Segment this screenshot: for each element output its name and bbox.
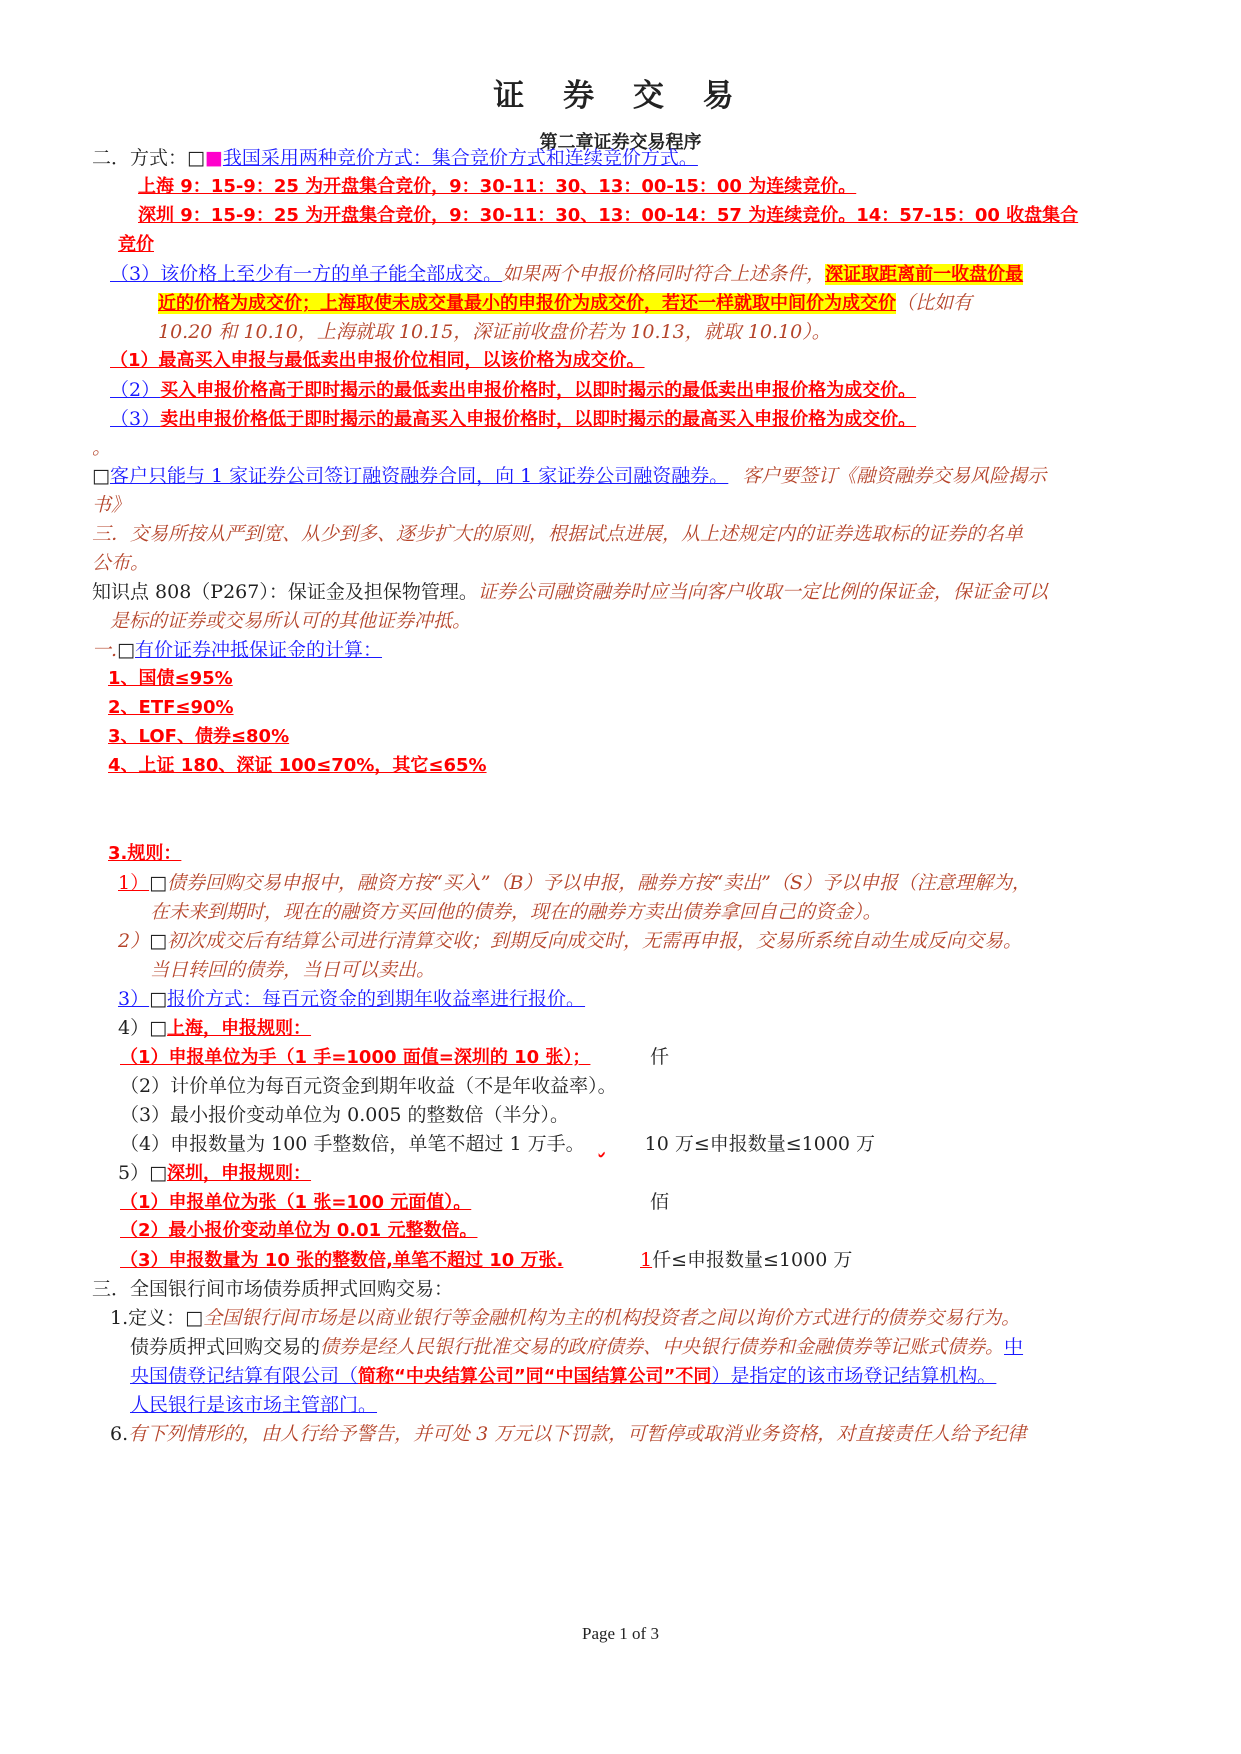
text: 报价方式：每百元资金的到期年收益率进行报价。 — [167, 988, 586, 1010]
line-period: 。 — [92, 437, 112, 459]
line-repo-rule-1 — [118, 869, 1031, 897]
line-rate-4: 4、上证 180、深证 100≤70%，其它≤65% — [108, 755, 487, 776]
text: 深圳，申报规则： — [167, 1163, 312, 1184]
text: 6. — [110, 1423, 129, 1445]
line-rate-1: 1、国债≤95% — [108, 668, 233, 689]
line-client-contract-cont: 书》 — [92, 494, 131, 516]
line-interbank-heading: 三．全国银行间市场债券质押式回购交易： — [92, 1278, 454, 1300]
line-definition-cont-1 — [130, 1333, 1023, 1361]
text: 2） — [118, 930, 150, 952]
text: 仟≤申报数量≤1000 万 — [652, 1249, 853, 1271]
text: （3）该价格上至少有一方的单子能全部成交。 — [110, 263, 503, 285]
line-shenzhen-rules — [118, 1159, 311, 1188]
checkbox-icon[interactable]: □ — [149, 930, 168, 952]
line-rate-3: 3、LOF、债券≤80% — [108, 726, 290, 747]
text: （3） — [110, 408, 161, 430]
text: 债券回购交易申报中，融资方按“买入”（B）予以申报，融券方按“卖出”（S）予以申报（注意理解为， — [167, 872, 1031, 894]
line-sh-rule-1 — [120, 1043, 669, 1072]
line-knowledge-point-cont: 是标的证券或交易所认可的其他证券冲抵。 — [110, 610, 472, 632]
chapter-subtitle: 第二章证券交易程序 — [539, 132, 702, 153]
line-shenzhen-hours-cont: 竞价 — [118, 234, 154, 255]
line-selection-principle: 三．交易所按从严到宽、从少到多、逐步扩大的原则，根据试点进展，从上述规定内的证券选取标的证券的名单 — [92, 523, 1024, 545]
text: 央国债登记结算有限公司（ — [130, 1365, 359, 1387]
line-example: 10.20 和 10.10，上海就取 10.15，深证前收盘价若为 10.13，就取 10.10）。 — [158, 321, 831, 343]
text: （1）申报单位为手（1 手=1000 面值=深圳的 10 张）； — [120, 1047, 591, 1068]
text: 上海，申报规则： — [167, 1018, 312, 1039]
text: 10 万≤申报数量≤1000 万 — [644, 1133, 876, 1155]
line-rate-2: 2、ETF≤90% — [108, 697, 234, 718]
text: 简称“中央结算公司”同“中国结算公司”不同 — [358, 1366, 712, 1387]
line-sz-rule-1 — [120, 1188, 669, 1217]
text: 如果两个申报价格同时符合上述条件， — [502, 263, 826, 285]
line-repo-rule-1-cont: 在未来到期时，现在的融资方买回他的债券，现在的融券方卖出债券拿回自己的资金）。 — [150, 901, 882, 923]
line-rules-heading: 3.规则： — [108, 843, 182, 864]
text: 我国采用两种竞价方式：集合竞价方式和连续竞价方式。 — [222, 147, 698, 169]
text: 债券是经人民银行批准交易的政府债券、中央银行债券和金融债券等记账式债券。 — [320, 1336, 1005, 1358]
line-shanghai-hours: 上海 9：15-9：25 为开盘集合竞价，9：30-11：30、13：00-15：00 为连续竞价。 — [138, 176, 857, 197]
text: 仟 — [650, 1046, 670, 1068]
line-repo-rule-2-cont: 当日转回的债券，当日可以卖出。 — [150, 959, 436, 981]
text: 证券公司融资融券时应当向客户收取一定比例的保证金，保证金可以 — [477, 581, 1048, 603]
text: 客户要签订《融资融券交易风险揭示 — [742, 465, 1047, 487]
checkbox-icon[interactable]: □ — [187, 147, 205, 169]
text: 客户只能与 1 家证券公司签订融资融券合同，向 1 家证券公司融资融券。 — [109, 465, 729, 487]
line-selection-principle-cont: 公布。 — [92, 552, 150, 574]
text: 3） — [118, 988, 150, 1010]
line-collateral-calc — [92, 636, 382, 664]
checkbox-icon[interactable]: □ — [117, 639, 135, 661]
text: （4）申报数量为 100 手整数倍，单笔不超过 1 万手。 — [120, 1133, 585, 1155]
line-repo-rule-3 — [118, 985, 585, 1013]
text: 二．方式： — [92, 147, 188, 169]
text: 有下列情形的，由人行给予警告，并可处 3 万元以下罚款，可暂停或取消业务资格，对直接责任人给予纪律 — [128, 1423, 1027, 1445]
text: ）是指定的该市场登记结算机构。 — [711, 1365, 997, 1387]
line-definition-cont-3: 人民银行是该市场主管部门。 — [130, 1394, 378, 1416]
text: 初次成交后有结算公司进行清算交收；到期反向成交时，无需再申报，交易所系统自动生成反向交易。 — [167, 930, 1023, 952]
line-client-contract — [92, 462, 1046, 490]
checkbox-icon[interactable]: □ — [149, 988, 168, 1010]
text: 5） — [118, 1162, 150, 1184]
text: （3）申报数量为 10 张的整数倍,单笔不超过 10 万张. — [120, 1250, 564, 1271]
line-price-rule-3 — [110, 260, 1023, 289]
line-sh-rule-4 — [120, 1130, 875, 1158]
text: 中 — [1004, 1336, 1024, 1358]
text: 有价证券冲抵保证金的计算： — [135, 639, 383, 661]
text: 买入申报价格高于即时揭示的最低卖出申报价格时，以即时揭示的最低卖出申报价格为成交价。 — [160, 380, 917, 401]
line-sz-rule-3 — [120, 1246, 852, 1275]
text: 深证取距离前一收盘价最 — [825, 264, 1024, 285]
text: 1） — [118, 872, 150, 894]
line-repo-rule-2 — [118, 927, 1022, 955]
line-penalty — [110, 1420, 1026, 1448]
square-marker-icon: ■ — [204, 147, 223, 169]
line-sh-rule-2: （2）计价单位为每百元资金到期年收益（不是年收益率）。 — [120, 1075, 617, 1097]
line-price-rule-3-cont — [158, 289, 972, 318]
line-definition-cont-2 — [130, 1362, 996, 1391]
text: 知识点 808（P267）：保证金及担保物管理。 — [92, 581, 478, 603]
text: 全国银行间市场是以商业银行等金融机构为主的机构投资者之间以询价方式进行的债券交易行为。 — [203, 1307, 1021, 1329]
checkbox-icon[interactable]: □ — [185, 1307, 204, 1329]
text: 一. — [92, 639, 118, 661]
line-rule-3 — [110, 405, 916, 434]
text: 4） — [118, 1017, 150, 1039]
line-shenzhen-hours: 深圳 9：15-9：25 为开盘集合竞价，9：30-11：30、13：00-14：57 为连续竞价。14：57-15：00 收盘集合 — [138, 205, 1079, 226]
text: 佰 — [650, 1191, 670, 1213]
checkbox-icon[interactable]: □ — [149, 872, 168, 894]
line-rule-1: （1）最高买入申报与最低卖出申报价位相同，以该价格为成交价。 — [110, 350, 645, 371]
text: （1）申报单位为张（1 张=100 元面值）。 — [120, 1192, 472, 1213]
page-title: 证 券 交 易 — [493, 78, 748, 114]
text: 近的价格为成交价；上海取使未成交量最小的申报价为成交价，若还一样就取中间价为成交价 — [158, 293, 896, 314]
line-knowledge-point — [92, 578, 1048, 606]
text: 1.定义： — [110, 1307, 186, 1329]
checkbox-icon[interactable]: □ — [149, 1162, 168, 1184]
line-method — [92, 144, 698, 172]
checkbox-icon[interactable]: □ — [149, 1017, 168, 1039]
text: 卖出申报价格低于即时揭示的最高买入申报价格时，以即时揭示的最高买入申报价格为成交价。 — [160, 409, 917, 430]
text: 1 — [640, 1249, 653, 1271]
line-definition — [110, 1304, 1020, 1332]
line-sh-rule-3: （3）最小报价变动单位为 0.005 的整数倍（半分）。 — [120, 1104, 570, 1126]
page-number: Page 1 of 3 — [582, 1624, 659, 1643]
line-sz-rule-2: （2）最小报价变动单位为 0.01 元整数倍。 — [120, 1220, 478, 1241]
checkbox-icon[interactable]: □ — [92, 465, 110, 487]
line-shanghai-rules — [118, 1014, 311, 1043]
text: （比如有 — [896, 292, 973, 314]
line-rule-2 — [110, 376, 916, 405]
text: 债券质押式回购交易的 — [130, 1336, 321, 1358]
text: （2） — [110, 379, 161, 401]
